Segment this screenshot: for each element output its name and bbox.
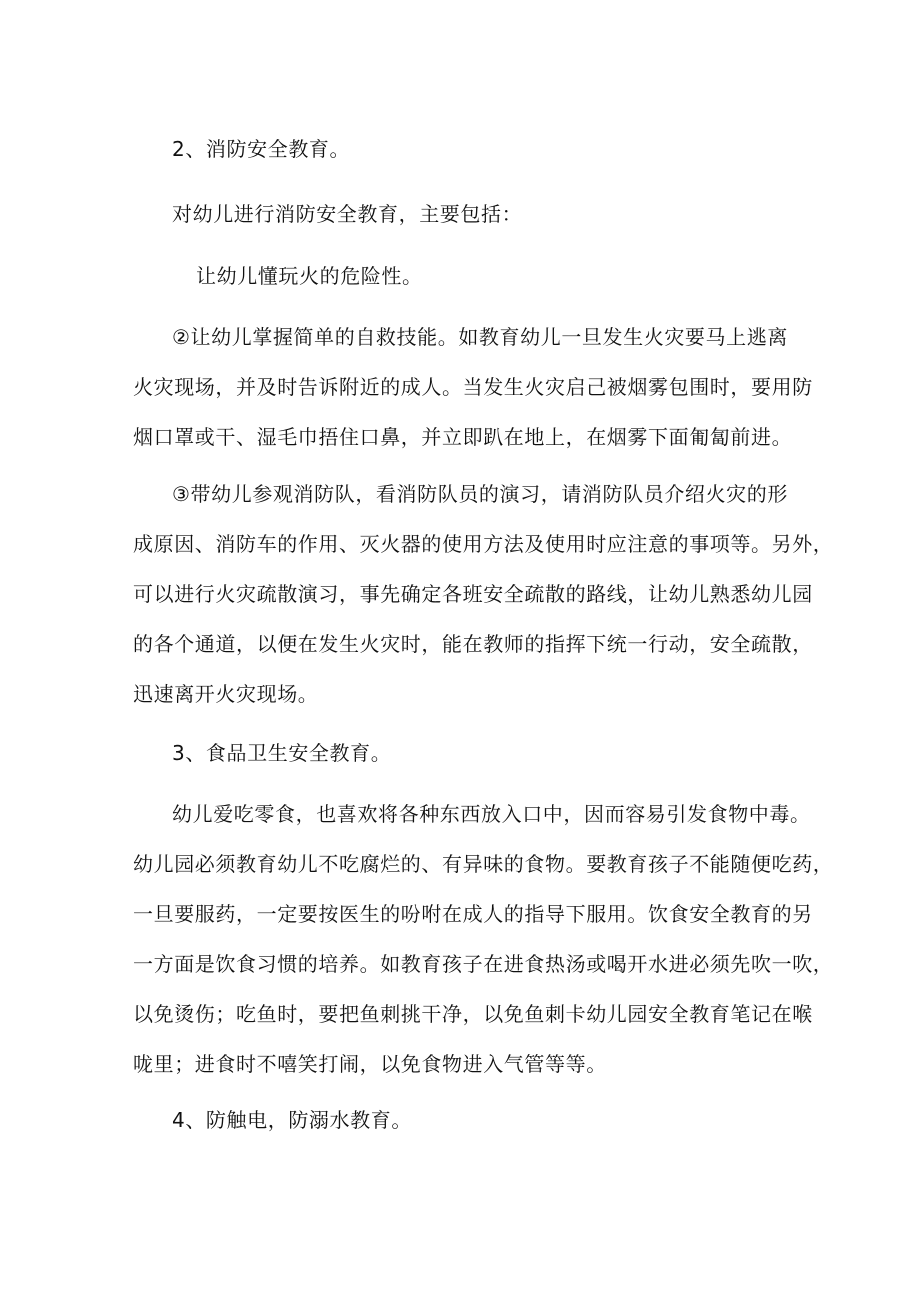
- section-3-body-line-4: 一方面是饮食习惯的培养。如教育孩子在进食热汤或喝开水进必须先吹一吹，: [133, 952, 834, 976]
- section-3-body-line-6: 咙里；进食时不嘻笑打闹，以免食物进入气管等等。: [133, 1052, 607, 1076]
- section-2-item-2-line-3: 烟口罩或干、湿毛巾捂住口鼻，并立即趴在地上，在烟雾下面匍匐前进。: [133, 425, 793, 449]
- section-2-item-3-line-3: 可以进行火灾疏散演习，事先确定各班安全疏散的路线，让幼儿熟悉幼儿园: [133, 582, 813, 606]
- section-2-item-3-line-4: 的各个通道，以便在发生火灾时，能在教师的指挥下统一行动，安全疏散，: [133, 632, 813, 656]
- section-3-heading: 3、食品卫生安全教育。: [172, 741, 392, 765]
- section-2-item-2-line-1: ②让幼儿掌握简单的自救技能。如教育幼儿一旦发生火灾要马上逃离: [172, 325, 788, 349]
- section-2-item-1: 让幼儿懂玩火的危险性。: [196, 264, 423, 288]
- section-3-body-line-2: 幼儿园必须教育幼儿不吃腐烂的、有异味的食物。要教育孩子不能随便吃药，: [133, 852, 834, 876]
- section-2-heading: 2、消防安全教育。: [172, 137, 351, 161]
- section-2-item-3-line-1: ③带幼儿参观消防队，看消防队员的演习，请消防队员介绍火灾的形: [172, 482, 788, 506]
- section-2-item-3-line-2: 成原因、消防车的作用、灭火器的使用方法及使用时应注意的事项等。另外，: [133, 532, 834, 556]
- section-2-item-3-line-5: 迅速离开火灾现场。: [133, 682, 319, 706]
- section-2-intro: 对幼儿进行消防安全教育，主要包括：: [172, 202, 523, 226]
- section-4-heading: 4、防触电，防溺水教育。: [172, 1108, 412, 1132]
- section-2-item-2-line-2: 火灾现场，并及时告诉附近的成人。当发生火灾启己被烟雾包围时，要用防: [133, 375, 813, 399]
- section-3-body-line-5: 以免烫伤；吃鱼时，要把鱼刺挑干净，以免鱼刺卡幼儿园安全教育笔记在喉: [133, 1002, 813, 1026]
- section-3-body-line-1: 幼儿爱吃零食，也喜欢将各种东西放入口中，因而容易引发食物中毒。: [172, 802, 811, 826]
- section-3-body-line-3: 一旦要服药，一定要按医生的吩咐在成人的指导下服用。饮食安全教育的另: [133, 902, 813, 926]
